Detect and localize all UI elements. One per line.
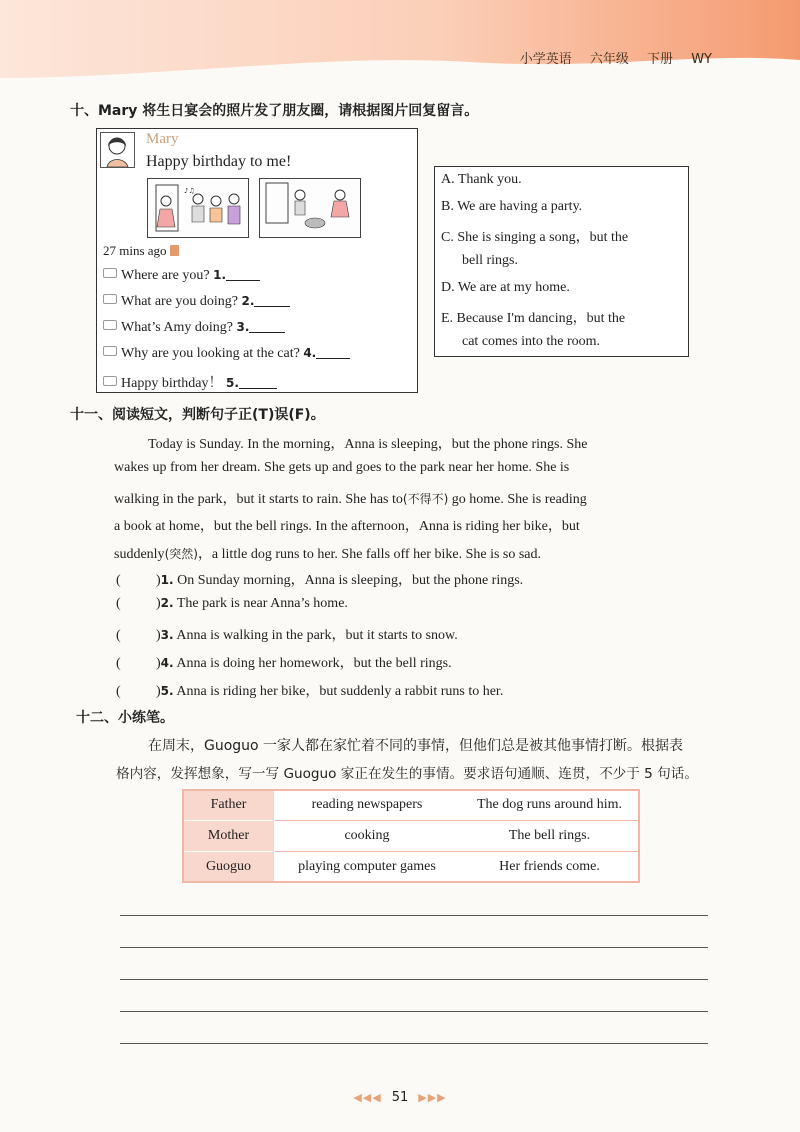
option-a: A. Thank you.: [441, 172, 522, 187]
paren-close: ): [156, 596, 161, 611]
paren-close: ): [156, 573, 161, 588]
section-11-title: 十一、阅读短文，判断句子正(T)误(F)。: [70, 407, 325, 423]
statement-number: 3.: [160, 628, 174, 642]
option-b: B. We are having a party.: [441, 199, 583, 214]
comment-icon: [103, 346, 117, 356]
comment-text: Where are you?: [121, 268, 210, 283]
option-c: C. She is singing a song，but the: [441, 230, 629, 245]
statement-number: 5.: [160, 684, 174, 698]
table-cell-person: Mother: [183, 821, 275, 852]
section-12-title: 十二、小练笔。: [76, 710, 174, 726]
writing-line-5[interactable]: [120, 1043, 708, 1044]
passage-line-3: [114, 488, 587, 508]
answer-number: 1.: [213, 268, 227, 282]
writing-line-2[interactable]: [120, 947, 708, 948]
trash-icon: [170, 245, 179, 256]
table-cell-interruption: The bell rings.: [460, 821, 640, 852]
moments-post-card: [96, 128, 418, 393]
answer-paren[interactable]: (: [116, 684, 121, 699]
passage-gloss: (突然): [164, 547, 198, 561]
answer-number: 4.: [303, 346, 317, 360]
instruction-line-1: 在周末，Guoguo 一家人都在家忙着不同的事情，但他们总是被其他事情打断。根据表: [148, 738, 684, 754]
table-cell-interruption: The dog runs around him.: [460, 790, 640, 821]
statement-number: 1.: [160, 573, 174, 587]
comment-2: [103, 294, 290, 310]
answer-blank-5[interactable]: [239, 376, 277, 389]
grade-label: 六年级: [589, 52, 629, 67]
table-cell-interruption: Her friends come.: [460, 852, 640, 883]
volume-label: 下册: [647, 52, 674, 67]
passage-text: suddenly: [114, 547, 165, 562]
paren-close: ): [156, 628, 161, 643]
table-cell-activity: playing computer games: [275, 852, 460, 883]
comment-text: What’s Amy doing?: [121, 320, 233, 335]
answer-blank-4[interactable]: [316, 346, 350, 359]
answer-blank-3[interactable]: [249, 320, 285, 333]
comment-text: What are you doing?: [121, 294, 239, 309]
page-number: 51: [391, 1090, 409, 1105]
party-photo-2: [259, 178, 361, 238]
instruction-line-2: 格内容，发挥想象，写一写 Guoguo 家正在发生的事情。要求语句通顺、连贯，不少于 5 句话。: [116, 766, 698, 782]
passage-text: ，a little dog runs to her. She falls off her bike. She is so sad.: [197, 547, 542, 562]
answer-paren[interactable]: (: [116, 656, 121, 671]
party-photo-1: [147, 178, 249, 238]
header-info: [506, 48, 712, 67]
table-cell-person: Guoguo: [183, 852, 275, 883]
statement-2: [116, 596, 348, 612]
comment-icon: [103, 268, 117, 278]
statement-text: The park is near Anna’s home.: [176, 596, 348, 611]
options-box: [434, 166, 689, 357]
left-arrows-icon: ◀◀◀: [353, 1091, 382, 1104]
table-cell-activity: reading newspapers: [275, 790, 460, 821]
answer-blank-2[interactable]: [254, 294, 290, 307]
option-d: D. We are at my home.: [441, 280, 570, 295]
passage-line-1: Today is Sunday. In the morning，Anna is sleeping，but the phone rings. She: [148, 437, 588, 452]
comment-5: [103, 372, 277, 392]
comment-icon: [103, 376, 117, 386]
statement-1: [116, 569, 523, 589]
table-row: [183, 852, 640, 883]
paren-close: ): [156, 684, 161, 699]
statement-5: [116, 680, 503, 700]
answer-paren[interactable]: (: [116, 628, 121, 643]
statement-3: [116, 624, 458, 644]
table-row: [183, 821, 640, 852]
svg-text:♪♫: ♪♫: [184, 187, 195, 195]
statement-text: Anna is doing her homework，but the bell rings.: [176, 656, 452, 671]
answer-number: 2.: [241, 294, 255, 308]
post-author: Mary: [146, 131, 179, 147]
answer-number: 3.: [236, 320, 250, 334]
edition-label: WY: [691, 52, 712, 67]
post-time: [103, 243, 179, 259]
post-time-text: 27 mins ago: [103, 243, 167, 258]
comment-text: Happy birthday！: [121, 376, 223, 391]
table-row: [183, 790, 640, 821]
passage-text: go home. She is reading: [448, 492, 587, 507]
option-c-cont: bell rings.: [462, 253, 518, 268]
right-arrows-icon: ▶▶▶: [418, 1091, 447, 1104]
answer-number: 5.: [225, 376, 239, 390]
statement-text: Anna is riding her bike，but suddenly a rabbit runs to her.: [176, 684, 504, 699]
option-e-cont: cat comes into the room.: [462, 334, 601, 349]
section-10-title: 十、Mary 将生日宴会的照片发了朋友圈，请根据图片回复留言。: [70, 103, 479, 119]
passage-text: walking in the park，but it starts to rain. She has to: [114, 492, 403, 507]
answer-paren[interactable]: (: [116, 573, 121, 588]
statement-text: Anna is walking in the park，but it starts to snow.: [176, 628, 458, 643]
statement-text: On Sunday morning，Anna is sleeping，but the phone rings.: [177, 573, 524, 588]
post-text: Happy birthday to me!: [146, 153, 292, 170]
writing-line-3[interactable]: [120, 979, 708, 980]
comment-icon: [103, 294, 117, 304]
comment-text: Why are you looking at the cat?: [121, 346, 300, 361]
table-cell-activity: cooking: [275, 821, 460, 852]
answer-blank-1[interactable]: [226, 268, 260, 281]
passage-line-2: wakes up from her dream. She gets up and goes to the park near her home. She is: [114, 460, 570, 475]
passage-line-5: [114, 543, 541, 563]
passage-gloss: (不得不): [402, 492, 449, 506]
paren-close: ): [156, 656, 161, 671]
page-footer: [330, 1090, 470, 1105]
table-cell-person: Father: [183, 790, 275, 821]
comment-1: [103, 268, 260, 284]
comment-4: [103, 346, 350, 362]
family-table: [182, 789, 640, 883]
statement-number: 4.: [160, 656, 174, 670]
passage-line-4: a book at home，but the bell rings. In the afternoon，Anna is riding her bike，but: [114, 519, 580, 534]
statement-4: [116, 652, 452, 672]
option-e: E. Because I'm dancing，but the: [441, 311, 626, 326]
avatar: [100, 132, 135, 168]
comment-3: [103, 320, 285, 336]
writing-line-1[interactable]: [120, 915, 708, 916]
comment-icon: [103, 320, 117, 330]
subject-label: 小学英语: [519, 52, 572, 67]
statement-number: 2.: [160, 596, 174, 610]
writing-line-4[interactable]: [120, 1011, 708, 1012]
answer-paren[interactable]: (: [116, 596, 121, 611]
